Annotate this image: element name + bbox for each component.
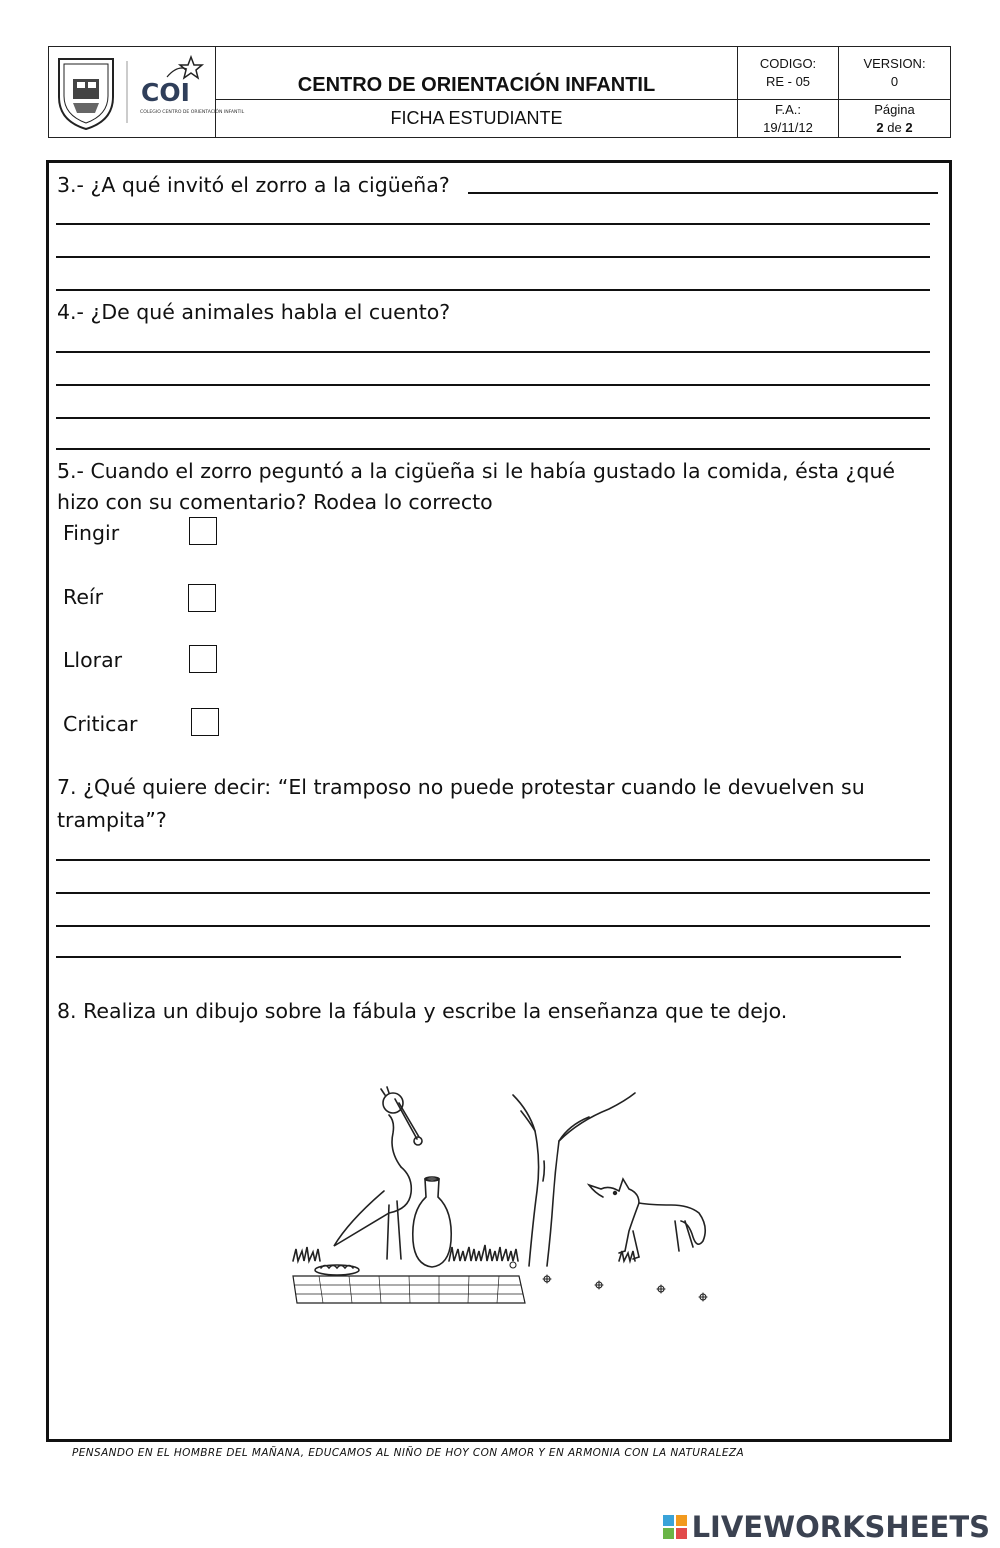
- option-reir: Reír: [63, 585, 104, 609]
- school-logo-cell: [49, 47, 245, 137]
- answer-line[interactable]: [56, 925, 930, 927]
- answer-line-q3-inline[interactable]: [468, 192, 938, 194]
- logo-wordmark: COI: [141, 78, 190, 107]
- liveworksheets-logo-icon: [662, 1514, 688, 1540]
- fa-label: F.A.:: [774, 102, 801, 117]
- answer-line[interactable]: [56, 417, 930, 419]
- question-7-line-2: trampita”?: [57, 808, 167, 832]
- code-cell: [738, 47, 839, 100]
- code-value: RE - 05: [765, 74, 811, 89]
- answer-line[interactable]: [56, 223, 930, 225]
- question-5-line-1: 5.- Cuando el zorro peguntó a la cigüeña si le había gustado la comida, ésta ¿qué: [57, 459, 896, 483]
- version-cell: [839, 47, 950, 100]
- answer-line[interactable]: [56, 892, 930, 894]
- worksheet-box: [46, 160, 952, 1442]
- page-number: 2 de 2: [876, 120, 913, 135]
- checkbox-reir[interactable]: [188, 584, 216, 612]
- code-label: CODIGO:: [759, 56, 817, 71]
- answer-line[interactable]: [56, 859, 930, 861]
- document-title: CENTRO DE ORIENTACIÓN INFANTIL: [216, 47, 738, 100]
- version-label: VERSION:: [863, 56, 926, 71]
- question-4: 4.- ¿De qué animales habla el cuento?: [57, 300, 451, 324]
- answer-line[interactable]: [56, 448, 930, 450]
- answer-line[interactable]: [56, 384, 930, 386]
- checkbox-criticar[interactable]: [191, 708, 219, 736]
- answer-line[interactable]: [56, 256, 930, 258]
- question-5-line-2: hizo con su comentario? Rodea lo correcto: [57, 490, 493, 514]
- option-criticar: Criticar: [63, 712, 138, 736]
- page-label: Página: [874, 102, 915, 117]
- option-llorar: Llorar: [63, 648, 123, 672]
- fox-stork-illustration: [289, 1081, 719, 1331]
- question-7-line-1: 7. ¿Qué quiere decir: “El tramposo no puede protestar cuando le devuelven su: [57, 775, 865, 799]
- liveworksheets-wordmark: LIVEWORKSHEETS: [691, 1510, 990, 1544]
- fa-value: 19/11/12: [763, 120, 813, 135]
- question-3: 3.- ¿A qué invitó el zorro a la cigüeña?: [57, 173, 450, 197]
- answer-line[interactable]: [56, 289, 930, 291]
- document-header: [48, 46, 951, 138]
- checkbox-llorar[interactable]: [189, 645, 217, 673]
- version-value: 0: [890, 74, 899, 89]
- checkbox-fingir[interactable]: [189, 517, 217, 545]
- answer-line[interactable]: [56, 956, 901, 958]
- question-8: 8. Realiza un dibujo sobre la fábula y escribe la enseñanza que te dejo.: [57, 999, 788, 1023]
- school-logo: [49, 47, 245, 137]
- logo-caption: COLEGIO CENTRO DE ORIENTACIÓN INFANTIL: [140, 110, 245, 115]
- fa-cell: [738, 100, 839, 137]
- answer-line[interactable]: [56, 351, 930, 353]
- page-cell: [839, 100, 950, 137]
- liveworksheets-brand: [662, 1510, 990, 1544]
- option-fingir: Fingir: [63, 521, 120, 545]
- school-motto: PENSANDO EN EL HOMBRE DEL MAÑANA, EDUCAMOS AL NIÑO DE HOY CON AMOR Y EN ARMONIA CON LA NATURALEZA: [72, 1447, 745, 1459]
- document-subtitle: FICHA ESTUDIANTE: [216, 100, 738, 137]
